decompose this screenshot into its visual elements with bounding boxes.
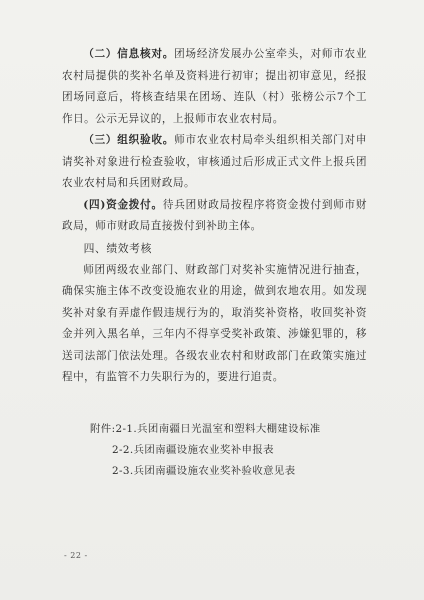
paragraph-acceptance (62, 130, 367, 195)
document-body (62, 44, 367, 389)
paragraph-text: 团场经济发展办公室牵头，对师市农业农村局提供的奖补名单及资料进行初审；提出初审意见，经报团场同意后，将核查结果在团场、连队（村）张榜公示7个工作日。公示无异议的，上报师市农业农村局。 (62, 48, 367, 125)
page-number: - 22 - (64, 551, 88, 560)
paragraph-funding (62, 195, 367, 238)
section-heading: 四、绩效考核 (83, 241, 152, 255)
paragraph-lead: （二）信息核对。 (83, 48, 175, 60)
attachment-item: 附件:2-1.兵团南疆日光温室和塑料大棚建设标准 (90, 423, 321, 435)
paragraph-lead: (四)资金拨付。 (83, 198, 163, 211)
paragraph-performance: 师团两级农业部门、财政部门对奖补实施情况进行抽查，确保实施主体不改变设施农业的用途，做到农地农用。如发现奖补对象有弄虚作假违规行为的，取消奖补资格，收回奖补资金并列入黑名单，三年内不得享受奖补政策、涉嫌犯罪的，移送司法部门依法处理。各级农业农村和财政部门在政策实施过程中，有监管不力失职行为的，要进行追责。 (62, 263, 367, 383)
attachment-item: 2-3.兵团南疆设施农业奖补验收意见表 (112, 465, 296, 477)
paragraph-text: 师市农业农村局牵头组织相关部门对申请奖补对象进行检查验收，审核通过后形成正式文件上报兵团农业农村局和兵团财政局。 (62, 134, 367, 189)
attachment-list (90, 419, 390, 482)
paragraph-info-check (62, 44, 367, 130)
paragraph-lead: （三）组织验收。 (83, 134, 175, 146)
paragraph-text: 待兵团财政局按程序将资金拨付到师市财政局，师市财政局直接拨付到补助主体。 (62, 198, 368, 232)
attachment-item: 2-2.兵团南疆设施农业奖补申报表 (112, 444, 274, 456)
